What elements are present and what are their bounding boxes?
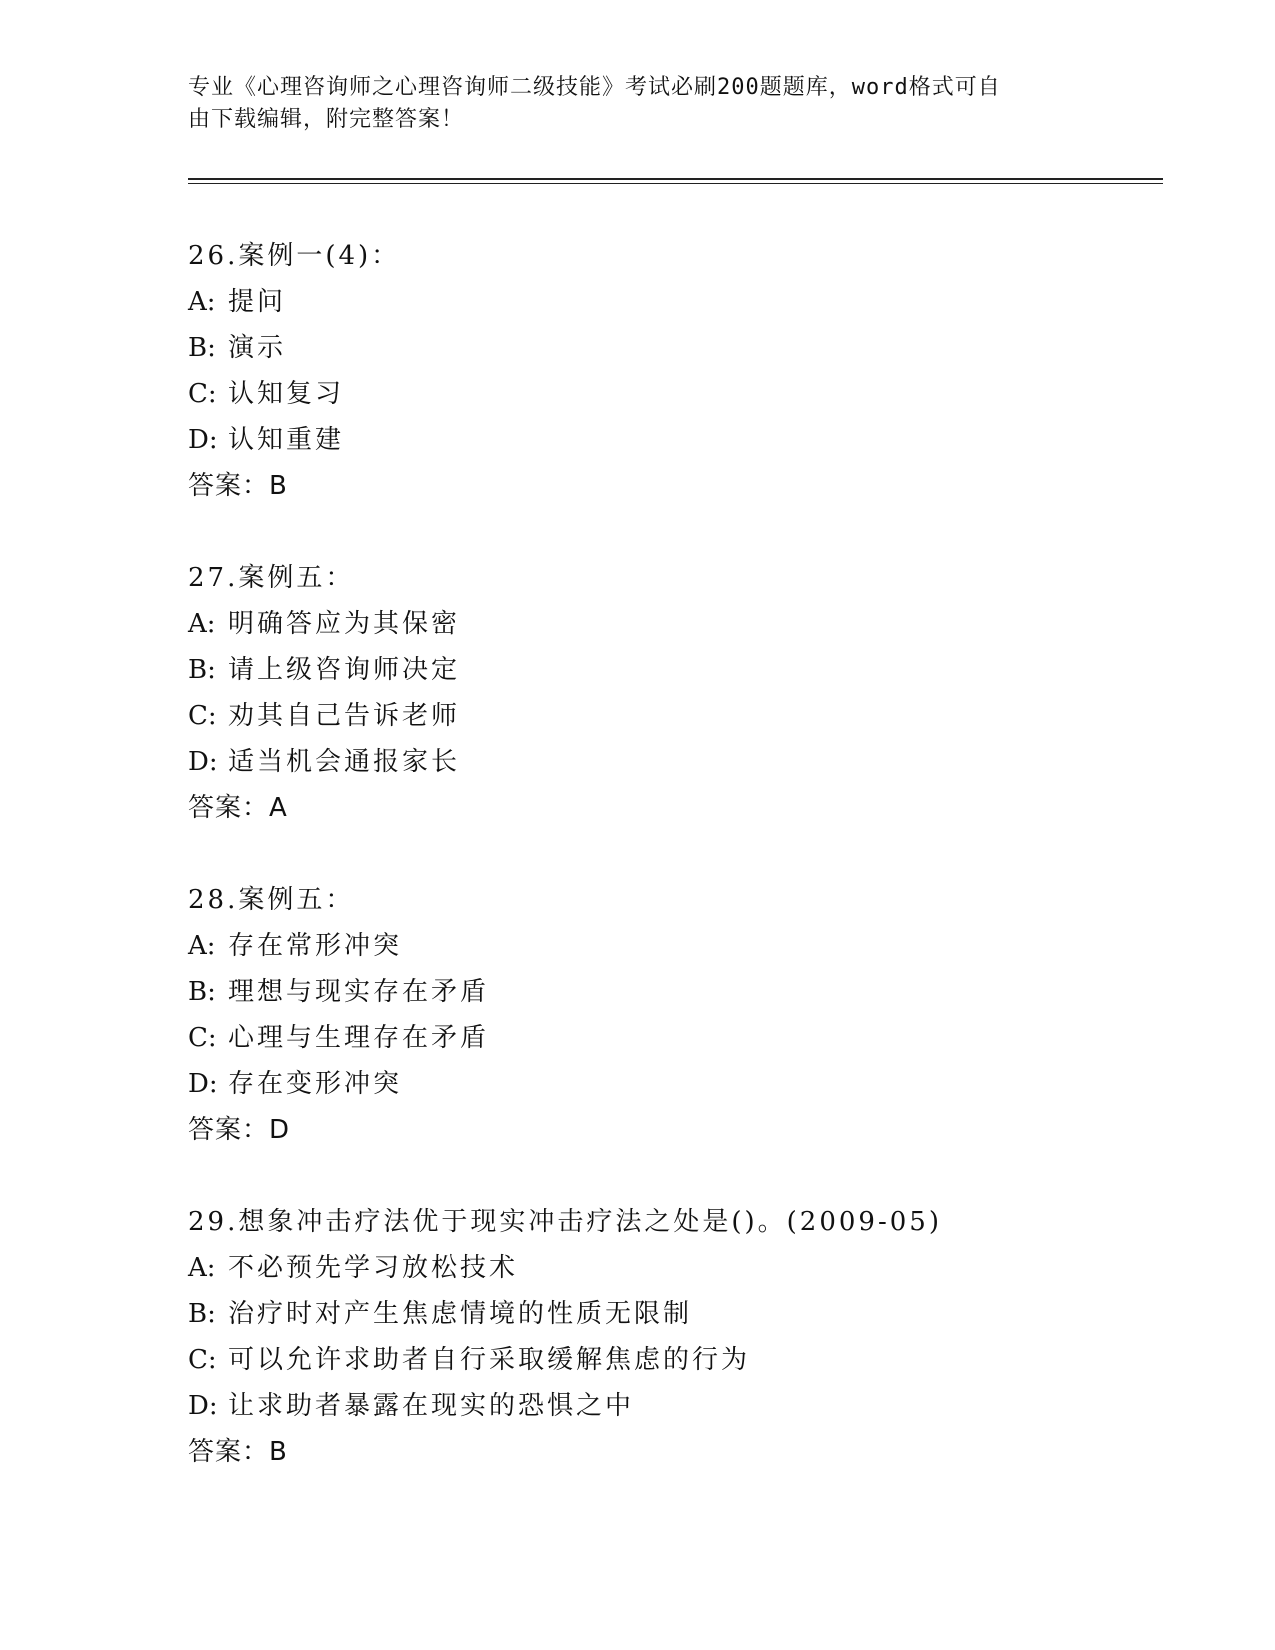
option-text: 治疗时对产生焦虑情境的性质无限制 [228, 1299, 693, 1329]
option-text: 请上级咨询师决定 [228, 655, 461, 685]
question-title: 29.想象冲击疗法优于现实冲击疗法之处是()。(2009-05) [188, 1207, 942, 1237]
intro-line-2: 由下载编辑，附完整答案！ [188, 107, 465, 132]
option-text: 提问 [228, 287, 287, 317]
option-text: 认知重建 [228, 425, 345, 455]
option-text: 可以允许求助者自行采取缓解焦虑的行为 [228, 1345, 751, 1375]
option-letter: D: [188, 425, 218, 455]
option-b [188, 325, 1148, 371]
option-text: 明确答应为其保密 [228, 609, 461, 639]
option-text: 让求助者暴露在现实的恐惧之中 [228, 1391, 635, 1421]
option-a [188, 601, 1148, 647]
option-text: 劝其自己告诉老师 [228, 701, 461, 731]
option-text: 理想与现实存在矛盾 [228, 977, 490, 1007]
option-letter: B: [188, 333, 216, 363]
option-letter: B: [188, 1299, 216, 1329]
option-d [188, 1061, 1148, 1107]
option-letter: D: [188, 1391, 218, 1421]
question-title: 27.案例五： [188, 563, 355, 593]
option-letter: A: [188, 287, 216, 317]
answer: 答案：D [188, 1115, 291, 1145]
option-letter: B: [188, 977, 216, 1007]
option-d [188, 1383, 1148, 1429]
option-c [188, 1015, 1148, 1061]
option-b [188, 969, 1148, 1015]
option-b [188, 647, 1148, 693]
answer: 答案：B [188, 471, 288, 501]
option-letter: D: [188, 1069, 218, 1099]
option-text: 心理与生理存在矛盾 [228, 1023, 490, 1053]
question-title: 28.案例五： [188, 885, 355, 915]
option-d [188, 417, 1148, 463]
option-text: 认知复习 [228, 379, 345, 409]
option-c [188, 1337, 1148, 1383]
option-letter: A: [188, 931, 216, 961]
question-title: 26.案例一(4)： [188, 241, 401, 271]
header-divider-thin [188, 183, 1163, 184]
option-c [188, 693, 1148, 739]
option-c [188, 371, 1148, 417]
answer: 答案：A [188, 793, 288, 823]
question-29 [188, 1199, 1148, 1475]
option-text: 适当机会通报家长 [228, 747, 461, 777]
option-a [188, 279, 1148, 325]
answer: 答案：B [188, 1437, 288, 1467]
question-28 [188, 877, 1148, 1153]
option-letter: A: [188, 1253, 216, 1283]
option-text: 存在变形冲突 [228, 1069, 403, 1099]
option-letter: C: [188, 1023, 217, 1053]
option-a [188, 1245, 1148, 1291]
option-text: 不必预先学习放松技术 [228, 1253, 519, 1283]
option-letter: C: [188, 701, 217, 731]
header-divider-thick [188, 178, 1163, 180]
option-b [188, 1291, 1148, 1337]
option-a [188, 923, 1148, 969]
option-letter: A: [188, 609, 216, 639]
option-letter: C: [188, 379, 217, 409]
option-text: 演示 [228, 333, 287, 363]
question-27 [188, 555, 1148, 831]
option-letter: C: [188, 1345, 217, 1375]
question-26 [188, 233, 1148, 509]
option-letter: D: [188, 747, 218, 777]
option-d [188, 739, 1148, 785]
option-text: 存在常形冲突 [228, 931, 403, 961]
intro-line-1: 专业《心理咨询师之心理咨询师二级技能》考试必刷200题题库，word格式可自 [188, 75, 1001, 100]
option-letter: B: [188, 655, 216, 685]
document-header [188, 72, 1088, 136]
